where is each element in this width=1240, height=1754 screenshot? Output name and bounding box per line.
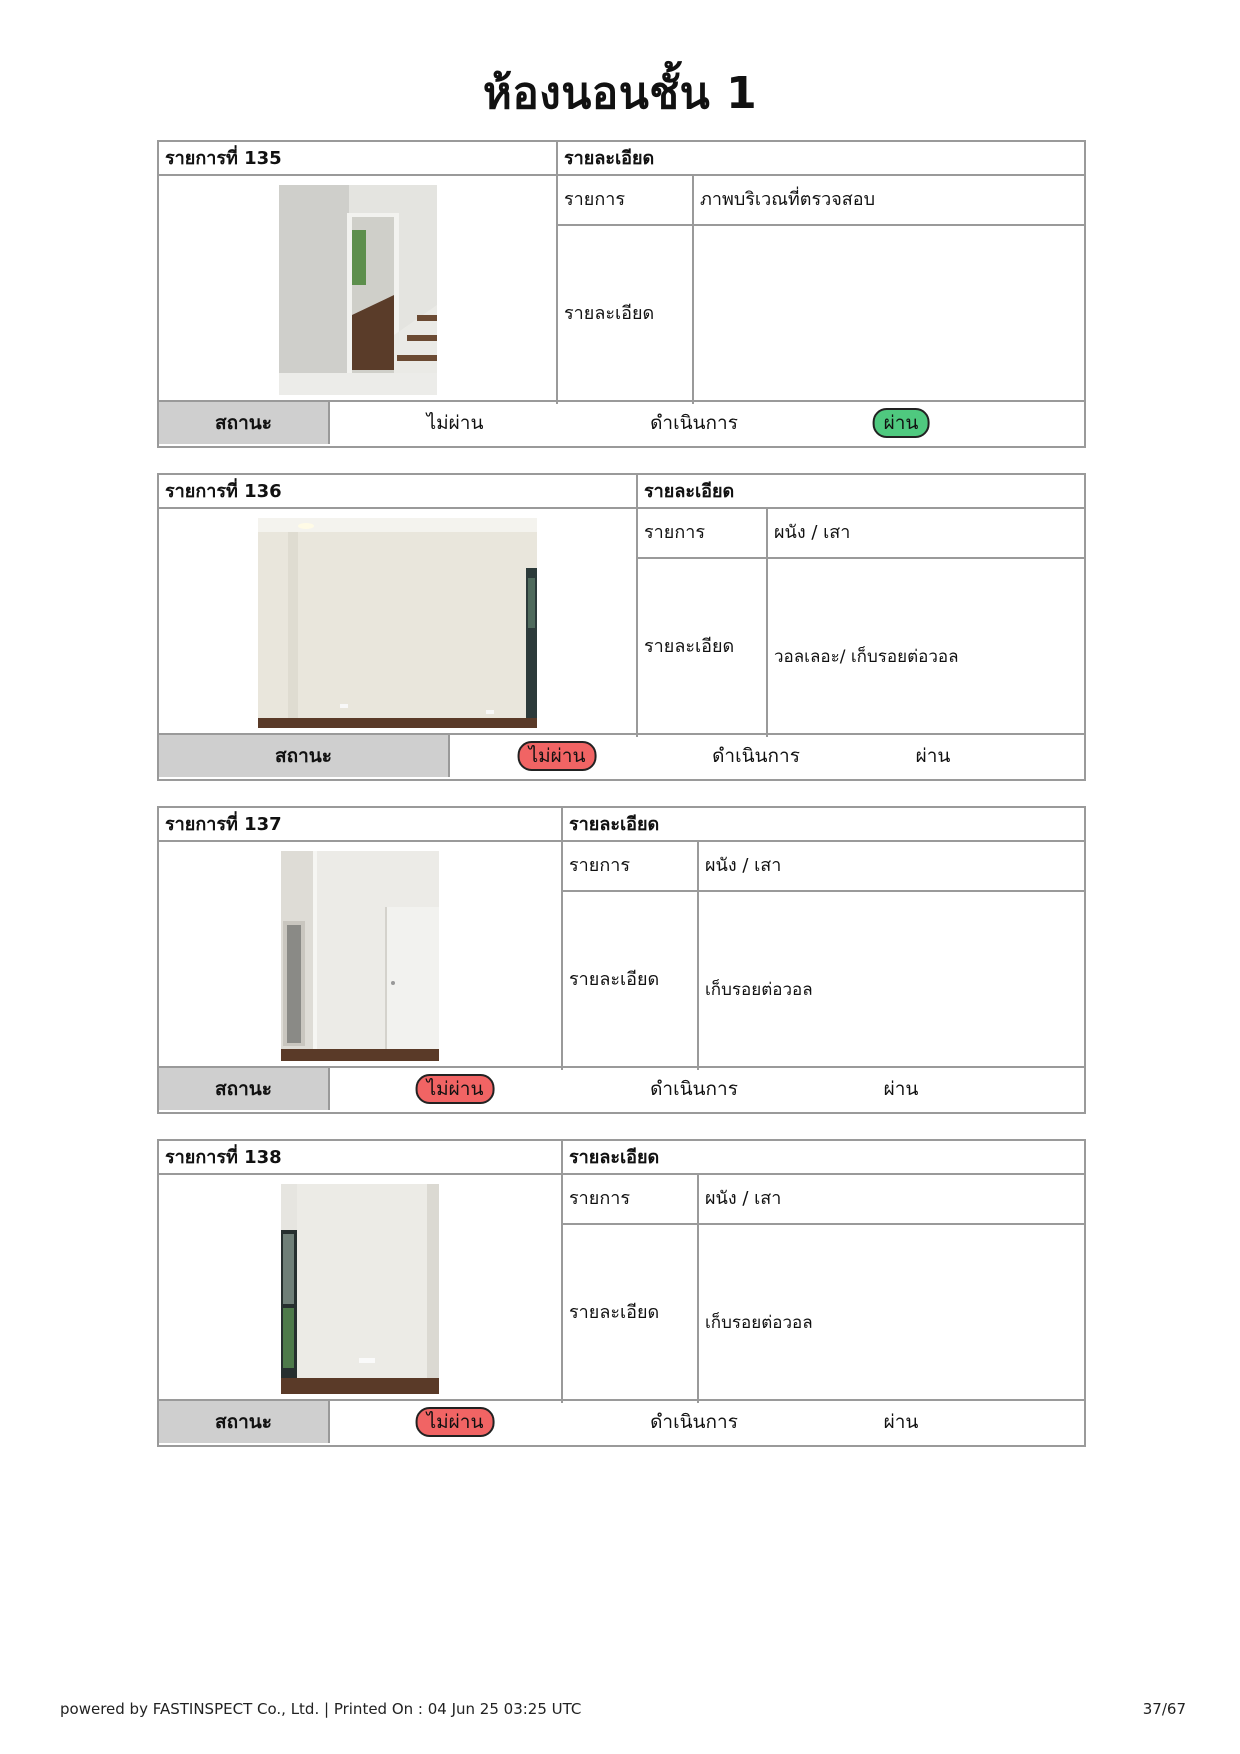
item-row	[638, 509, 1084, 559]
inspection-photo[interactable]	[281, 851, 439, 1061]
photo-doorway-to-stairs	[279, 185, 437, 395]
detail-heading: รายละเอียด	[561, 1141, 1084, 1175]
status-row	[159, 400, 1084, 446]
footer-credit: powered by FASTINSPECT Co., Ltd. | Printed On : 04 Jun 25 03:25 UTC	[60, 1700, 582, 1718]
inspection-card	[157, 806, 1086, 1114]
item-value: ผนัง / เสา	[705, 855, 782, 876]
detail-label: รายละเอียด	[563, 1223, 699, 1403]
photo-wall-with-window	[281, 1184, 439, 1394]
status-row	[159, 1399, 1084, 1445]
item-label: รายการ	[563, 842, 699, 890]
item-heading: รายการที่ 137	[159, 808, 561, 842]
detail-cell	[561, 842, 1084, 1070]
item-label: รายการ	[638, 509, 768, 557]
inspection-card	[157, 140, 1086, 448]
detail-label: รายละเอียด	[638, 557, 768, 737]
photo-cell	[159, 1175, 561, 1403]
item-row	[563, 1175, 1084, 1225]
status-option-pass[interactable]: ผ่าน	[915, 745, 951, 767]
detail-label: รายละเอียด	[563, 890, 699, 1070]
detail-cell	[561, 1175, 1084, 1403]
status-option-fail[interactable]: ไม่ผ่าน	[518, 741, 597, 771]
status-option-pass[interactable]: ผ่าน	[883, 1078, 919, 1100]
detail-value: เก็บรอยต่อวอล	[705, 1313, 813, 1333]
inspection-card	[157, 473, 1086, 781]
status-option-fail[interactable]: ไม่ผ่าน	[416, 1407, 495, 1437]
status-option-in-progress[interactable]: ดำเนินการ	[650, 1078, 738, 1100]
status-option-in-progress[interactable]: ดำเนินการ	[712, 745, 800, 767]
photo-cell	[159, 842, 561, 1070]
status-option-pass[interactable]: ผ่าน	[873, 408, 930, 438]
status-row	[159, 1066, 1084, 1112]
photo-bedroom-wall	[258, 518, 537, 728]
inspection-photo[interactable]	[281, 1184, 439, 1394]
item-heading: รายการที่ 138	[159, 1141, 561, 1175]
item-value: ภาพบริเวณที่ตรวจสอบ	[700, 189, 875, 210]
detail-value: วอลเลอะ/ เก็บรอยต่อวอล	[774, 647, 959, 667]
detail-heading: รายละเอียด	[556, 142, 1084, 176]
page-number: 37/67	[1142, 1700, 1186, 1718]
detail-value	[694, 224, 1084, 404]
detail-label: รายละเอียด	[558, 224, 694, 404]
item-heading: รายการที่ 135	[159, 142, 556, 176]
detail-value: เก็บรอยต่อวอล	[705, 980, 813, 1000]
status-option-fail[interactable]: ไม่ผ่าน	[416, 1074, 495, 1104]
status-label: สถานะ	[159, 402, 330, 444]
inspection-photo[interactable]	[258, 518, 537, 728]
photo-cell	[159, 176, 556, 404]
detail-cell	[556, 176, 1084, 404]
detail-heading: รายละเอียด	[561, 808, 1084, 842]
item-row	[563, 842, 1084, 892]
status-option-in-progress[interactable]: ดำเนินการ	[650, 412, 738, 434]
photo-cell	[159, 509, 636, 737]
inspection-card	[157, 1139, 1086, 1447]
detail-heading: รายละเอียด	[636, 475, 1084, 509]
item-row	[558, 176, 1084, 226]
item-heading: รายการที่ 136	[159, 475, 636, 509]
status-label: สถานะ	[159, 1401, 330, 1443]
item-value: ผนัง / เสา	[705, 1188, 782, 1209]
page-title: ห้องนอนชั้น 1	[482, 68, 758, 119]
status-option-pass[interactable]: ผ่าน	[883, 1411, 919, 1433]
photo-wall-corner-doors	[281, 851, 439, 1061]
item-label: รายการ	[563, 1175, 699, 1223]
item-value: ผนัง / เสา	[774, 522, 851, 543]
status-option-fail[interactable]: ไม่ผ่าน	[426, 412, 484, 434]
status-option-in-progress[interactable]: ดำเนินการ	[650, 1411, 738, 1433]
inspection-photo[interactable]	[279, 185, 437, 395]
status-label: สถานะ	[159, 1068, 330, 1110]
item-label: รายการ	[558, 176, 694, 224]
status-row	[159, 733, 1084, 779]
status-label: สถานะ	[159, 735, 450, 777]
detail-cell	[636, 509, 1084, 737]
